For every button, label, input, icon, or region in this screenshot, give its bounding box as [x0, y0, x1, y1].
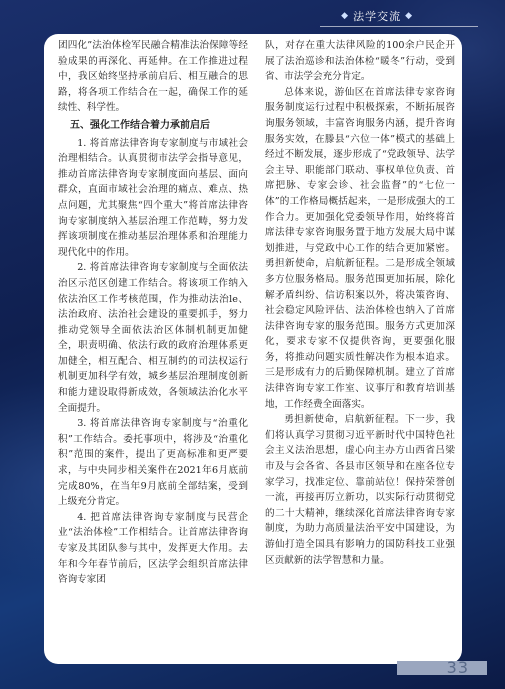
paragraph: 3. 将首席法律咨询专家制度与“治重化积”工作结合。委托事项中，将涉及“治重化积”范围的案件，提出了更高标准和更严要求，与中央同步相关案件在2021年6月底前完成80%，在当年9月底前全部结案，受到上级充分肯定。: [58, 418, 248, 508]
page-number-bar: [397, 661, 487, 675]
diamond-icon: ◆: [405, 11, 413, 21]
section-header: [341, 8, 413, 24]
paragraph: 1. 将首席法律咨询专家制度与市域社会治理相结合。认真贯彻市法学会指导意见，推动首席法律咨询专家制度面向基层、面向群众，直面市域社会治理的痛点、难点、热点问题，尤其聚焦“四个重大”将首席法律咨询专家制度纳入基层治理工作范畴，努力发挥该项制度在推动基层治理体系和治理能力现代化中的作用。: [58, 137, 248, 258]
paragraph: 团四化”法治体检军民融合精准法治保障等经验成果的再深化、再延伸。在工作推进过程中，我区始终坚持承前启后、相互融合的思路，将各项工作结合在一起，确保工作的延续性、科学性。: [58, 40, 248, 114]
paragraph: 4. 把首席法律咨询专家制度与民营企业“法治体检”工作相结合。让首席法律咨询专家及其团队参与其中，发挥更大作用。去年和今年春节前后，区法学会组织首席法律咨询专家团: [58, 511, 248, 586]
header-divider: [320, 26, 478, 27]
paragraph: 总体来说，游仙区在首席法律专家咨询服务制度运行过程中积极探索，不断拓展咨询服务领域，丰富咨询服务内涵，提升咨询服务实效，在滕县“六位一体”模式的基础上经过不断发展，逐步形成了“党政领导、法学会主导、职能部门联动、事权单位负责、首席把脉、专家会诊、社会监督”的“七位一体”的工作格局概括起来，一是形成强大的工作合力。更加强化党委领导作用，始终将首席法律专家咨询服务置于地方发展大局中谋划推进，与党政中心工作的结合更加紧密。勇担新使命，启航新征程。二是形成全领域多方位服务格局。服务范围更加拓展，除化解矛盾纠纷、信访积案以外，将决策咨询、社会稳定风险评估、法治体检也纳入了首席法律咨询专家的服务范围。服务方式更加深化，要求专家不仅提供咨询，更要强化服务，将推动问题实质性解决作为根本追求。三是形成有力的后勤保障机制。建立了首席法律咨询专家工作室、议事厅和教育培训基地，工作经费全面落实。: [265, 86, 455, 410]
left-column: [58, 38, 248, 588]
page-number: 33: [446, 658, 469, 677]
diamond-icon: ◆: [341, 11, 350, 21]
paragraph: 2. 将首席法律咨询专家制度与全面依法治区示范区创建工作结合。将该项工作纳入依法治区工作考核范围，作为推动法治le、法治政府、法治社会建设的重要抓手，努力推动党领导全面依法治区体制机制更加健全，职责明确、依法行政的政府治理体系更加健全，相互配合、相互制约的司法权运行机制更加科学有效，城乡基层治理制度创新和能力建设取得新成效，各领域法治化水平全面提升。: [58, 262, 248, 414]
paragraph: 队，对存在重大法律风险的100余户民企开展了法治巡诊和法治体检“暖冬”行动，受到省、市法学会充分肯定。: [265, 40, 455, 83]
right-column: [265, 38, 455, 568]
section-title: 法学交流: [353, 10, 402, 23]
section-heading: 五、强化工作结合着力承前启后: [70, 119, 210, 131]
paragraph: 勇担新使命，启航新征程。下一步，我们将认真学习贯彻习近平新时代中国特色社会主义法治思想，虚心向主办方山西省吕梁市及与会各省、各县市区领导和在座各位专家学习，找准定位、靠前站位！保持荣誉创一流，再接再厉立新功，以实际行动贯彻党的二十大精神，继续深化首席法律咨询专家制度，为助力高质量法治平安中国建设，为游仙打造全国具有影响力的国防科技工业强区贡献新的法学智慧和力量。: [265, 414, 455, 566]
